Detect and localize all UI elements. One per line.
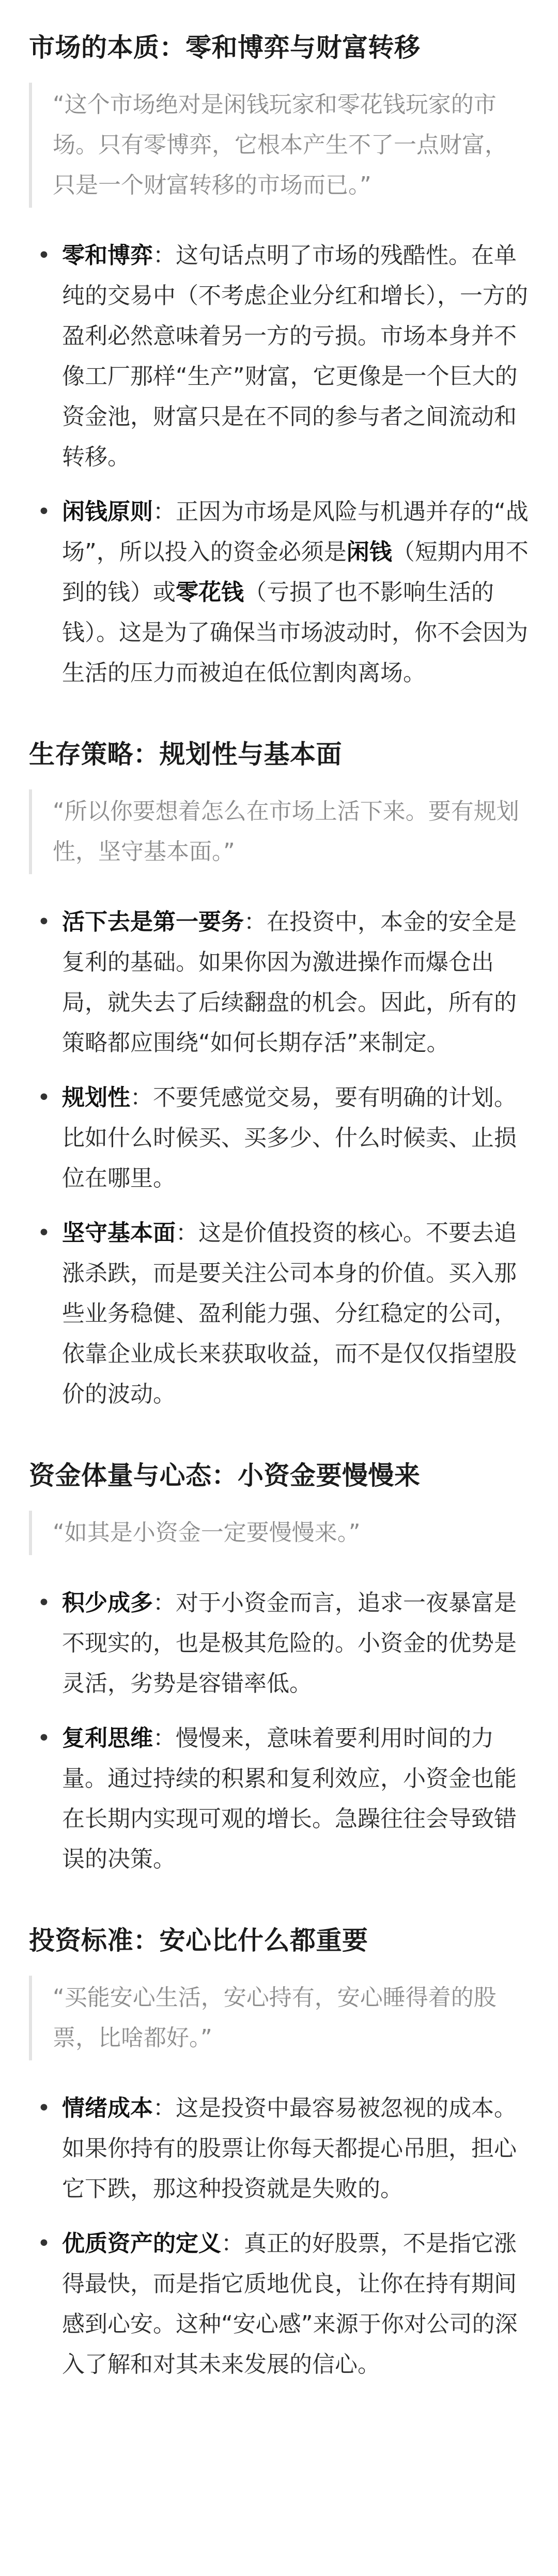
blockquote: “这个市场绝对是闲钱玩家和零花钱玩家的市场。只有零博弈，它根本产生不了一点财富，只是一个财富转移的市场而已。”: [29, 83, 529, 208]
term-bold: 复利思维: [62, 1725, 153, 1751]
term-bold: 规划性: [62, 1084, 130, 1111]
list-item: [29, 1718, 529, 1880]
item-text: ：慢慢来，意味着要利用时间的力量。通过持续的积累和复利效应，小资金也能在长期内实现可观的增长。急躁往往会导致错误的决策。: [62, 1725, 517, 1872]
section-market-nature: [29, 30, 529, 693]
term-bold: 优质资产的定义: [62, 2230, 221, 2257]
blockquote: “所以你要想着怎么在市场上活下来。要有规划性，坚守基本面。”: [29, 789, 529, 874]
bullet-list: [29, 236, 529, 693]
section-heading: 投资标准：安心比什么都重要: [29, 1926, 368, 1956]
bullet-list: [29, 1583, 529, 1880]
list-item: [29, 902, 529, 1063]
blockquote: “如其是小资金一定要慢慢来。”: [29, 1511, 529, 1555]
bullet-icon: •: [37, 1590, 51, 1616]
item-text: ：这是投资中最容易被忽视的成本。如果你持有的股票让你每天都提心吊胆，担心它下跌，那这种投资就是失败的。: [62, 2095, 517, 2202]
bullet-icon: •: [37, 1725, 51, 1751]
bullet-list: [29, 2088, 529, 2385]
term-bold: 活下去是第一要务: [62, 909, 244, 935]
blockquote: “买能安心生活，安心持有，安心睡得着的股票，比啥都好。”: [29, 1976, 529, 2060]
list-item: [29, 1213, 529, 1415]
bullet-icon: •: [37, 499, 51, 525]
item-text: ：正因为市场是风险与机遇并存的“战场”，所以投入的资金必须是: [62, 499, 529, 565]
list-item: [29, 2224, 529, 2385]
term-bold: 闲钱原则: [62, 499, 153, 525]
bullet-icon: •: [37, 1084, 51, 1111]
section-investment-standard: [29, 1923, 529, 2385]
bullet-list: [29, 902, 529, 1415]
item-text: ：对于小资金而言，追求一夜暴富是不现实的，也是极其危险的。小资金的优势是灵活，劣势是容错率低。: [62, 1590, 517, 1697]
item-text: ：在投资中，本金的安全是复利的基础。如果你因为激进操作而爆仓出局，就失去了后续翻盘的机会。因此，所有的策略都应围绕“如何长期存活”来制定。: [62, 909, 517, 1056]
section-heading: 生存策略：规划性与基本面: [29, 739, 342, 769]
bullet-icon: •: [37, 242, 51, 269]
section-heading: 市场的本质：零和博弈与财富转移: [29, 33, 421, 63]
item-text: ：这是价值投资的核心。不要去追涨杀跌，而是要关注公司本身的价值。买入那些业务稳健、盈利能力强、分红稳定的公司，依靠企业成长来获取收益，而不是仅仅指望股价的波动。: [62, 1220, 517, 1407]
item-text: ：这句话点明了市场的残酷性。在单纯的交易中（不考虑企业分红和增长），一方的盈利必然意味着另一方的亏损。市场本身并不像工厂那样“生产”财富，它更像是一个巨大的资金池，财富只是在不同的参与者之间流动和转移。: [62, 242, 528, 470]
term-bold: 零花钱: [176, 579, 244, 606]
term-bold: 闲钱: [346, 539, 392, 565]
item-text: （短期内用不到的钱）或: [62, 539, 529, 606]
item-text: ：不要凭感觉交易，要有明确的计划。比如什么时候买、买多少、什么时候卖、止损位在哪里。: [62, 1084, 517, 1191]
section-heading: 资金体量与心态：小资金要慢慢来: [29, 1461, 421, 1491]
item-text: （亏损了也不影响生活的钱）。这是为了确保当市场波动时，你不会因为生活的压力而被迫在低位割肉离场。: [62, 579, 528, 686]
bullet-icon: •: [37, 2095, 51, 2121]
term-bold: 情绪成本: [62, 2095, 153, 2121]
bullet-icon: •: [37, 2230, 51, 2257]
list-item: [29, 2088, 529, 2209]
section-survival-strategy: [29, 737, 529, 1415]
bullet-icon: •: [37, 909, 51, 935]
list-item: [29, 492, 529, 693]
term-bold: 积少成多: [62, 1590, 153, 1616]
list-item: [29, 236, 529, 477]
section-capital-mindset: [29, 1458, 529, 1880]
item-text: ：真正的好股票，不是指它涨得最快，而是指它质地优良，让你在持有期间感到心安。这种“安心感”来源于你对公司的深入了解和对其未来发展的信心。: [62, 2230, 518, 2378]
list-item: [29, 1583, 529, 1704]
bullet-icon: •: [37, 1220, 51, 1246]
list-item: [29, 1078, 529, 1199]
term-bold: 零和博弈: [62, 242, 153, 269]
term-bold: 坚守基本面: [62, 1220, 176, 1246]
